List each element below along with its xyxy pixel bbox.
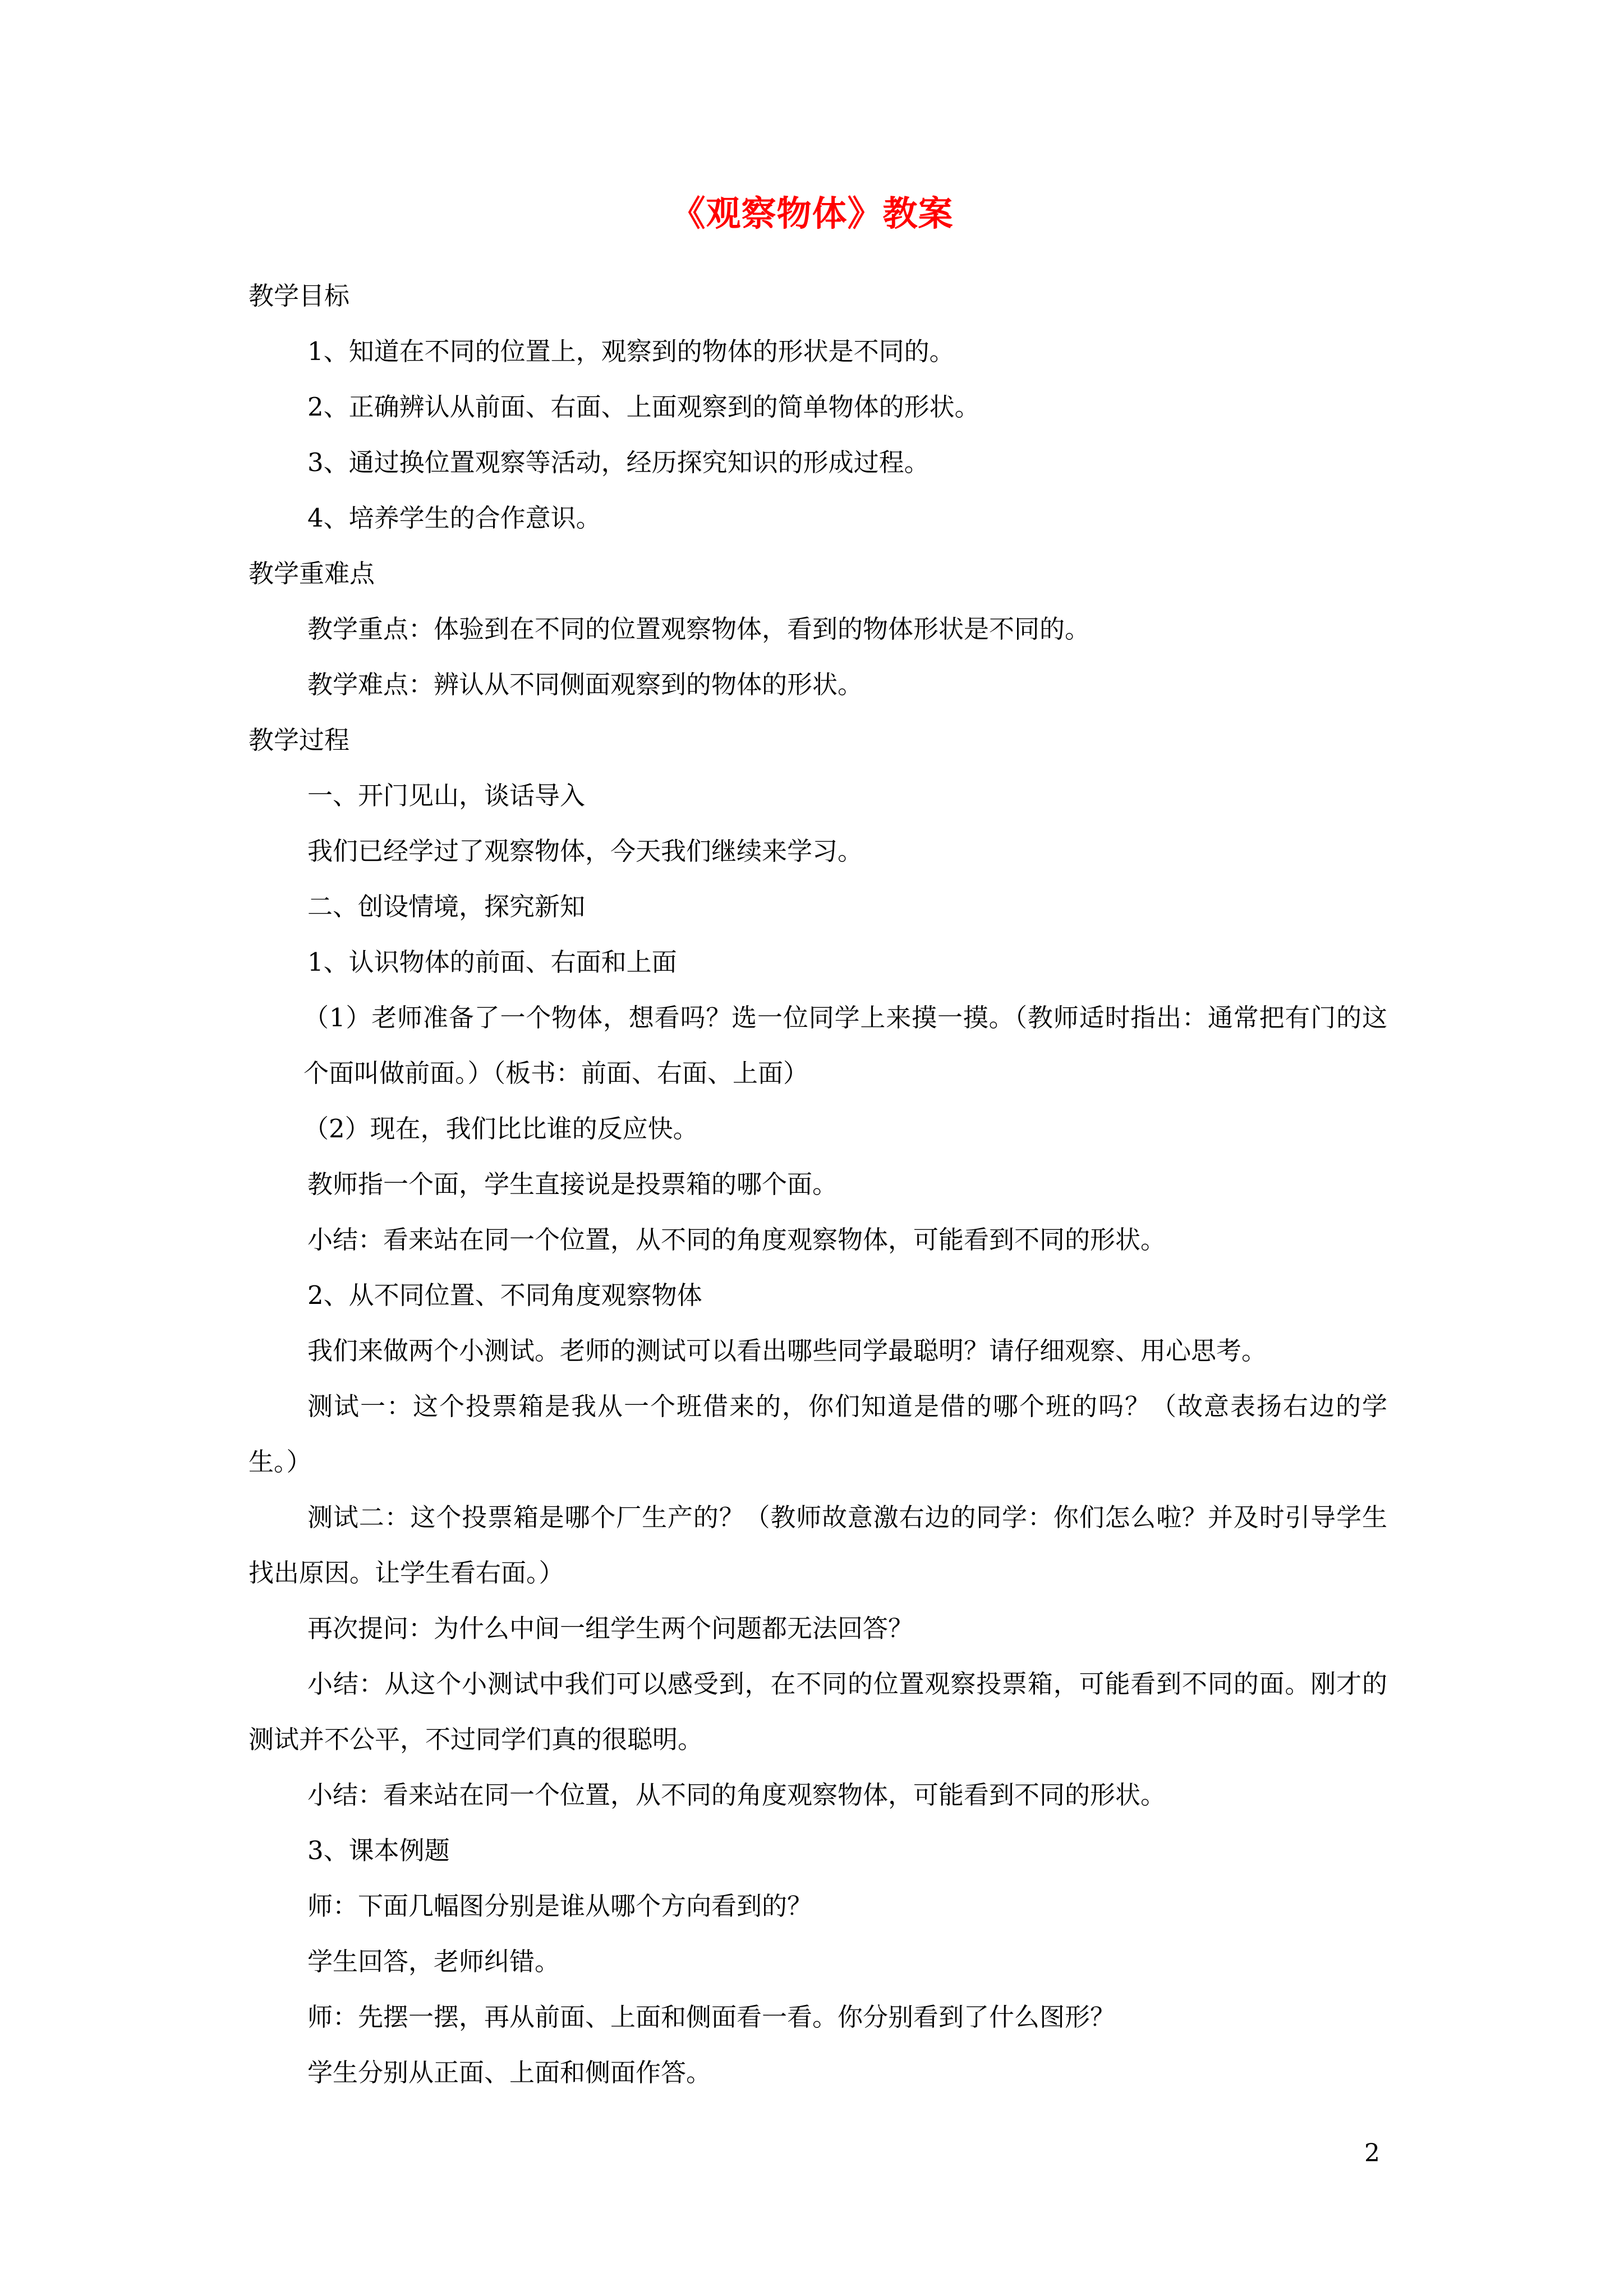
- process-paragraph: 测试二：这个投票箱是哪个厂生产的？（教师故意激右边的同学：你们怎么啦？并及时引导学生找出原因。让学生看右面。）: [249, 1502, 1387, 1588]
- process-paragraph: （2）现在，我们比比谁的反应快。: [303, 1114, 698, 1144]
- process-paragraph: 小结：看来站在同一个位置，从不同的角度观察物体，可能看到不同的形状。: [307, 1780, 1166, 1810]
- process-paragraph: 我们已经学过了观察物体，今天我们继续来学习。: [307, 836, 863, 866]
- key-point-item: 教学难点：辨认从不同侧面观察到的物体的形状。: [307, 670, 863, 699]
- process-paragraph: 小结：从这个小测试中我们可以感受到，在不同的位置观察投票箱，可能看到不同的面。刚才的测试并不公平，不过同学们真的很聪明。: [249, 1669, 1387, 1754]
- document-body: [249, 268, 1387, 2100]
- section-heading-process: 教学过程: [249, 725, 350, 755]
- process-paragraph: 1、认识物体的前面、右面和上面: [307, 947, 677, 977]
- process-paragraph: 二、创设情境，探究新知: [307, 892, 586, 921]
- process-paragraph: 再次提问：为什么中间一组学生两个问题都无法回答？: [307, 1613, 914, 1643]
- process-paragraph: 2、从不同位置、不同角度观察物体: [307, 1280, 702, 1310]
- process-paragraph: 学生回答，老师纠错。: [307, 1947, 560, 1976]
- process-paragraph: 测试一：这个投票箱是我从一个班借来的，你们知道是借的哪个班的吗？（故意表扬右边的学生。）: [249, 1391, 1387, 1477]
- process-paragraph: 学生分别从正面、上面和侧面作答。: [307, 2058, 712, 2087]
- key-point-item: 教学重点：体验到在不同的位置观察物体，看到的物体形状是不同的。: [307, 614, 1091, 644]
- process-paragraph: 一、开门见山，谈话导入: [307, 781, 586, 810]
- page-number: 2: [1364, 2139, 1380, 2168]
- process-paragraph: （1）老师准备了一个物体，想看吗？选一位同学上来摸一摸。（教师适时指出：通常把有门的这个面叫做前面。）（板书：前面、右面、上面）: [303, 1003, 1387, 1088]
- goal-item: 4、培养学生的合作意识。: [307, 503, 601, 533]
- document-title: 《观察物体》教案: [670, 193, 954, 234]
- goal-item: 1、知道在不同的位置上，观察到的物体的形状是不同的。: [307, 336, 955, 366]
- process-paragraph: 小结：看来站在同一个位置，从不同的角度观察物体，可能看到不同的形状。: [307, 1225, 1166, 1255]
- process-paragraph: 师：下面几幅图分别是谁从哪个方向看到的？: [307, 1891, 813, 1921]
- section-heading-key-points: 教学重难点: [249, 559, 375, 588]
- section-heading-goals: 教学目标: [249, 281, 350, 311]
- process-paragraph: 我们来做两个小测试。老师的测试可以看出哪些同学最聪明？请仔细观察、用心思考。: [307, 1336, 1267, 1366]
- process-paragraph: 师：先摆一摆，再从前面、上面和侧面看一看。你分别看到了什么图形？: [307, 2002, 1116, 2032]
- process-paragraph: 教师指一个面，学生直接说是投票箱的哪个面。: [307, 1169, 838, 1199]
- goal-item: 2、正确辨认从前面、右面、上面观察到的简单物体的形状。: [307, 392, 980, 422]
- process-paragraph: 3、课本例题: [307, 1836, 450, 1865]
- goal-item: 3、通过换位置观察等活动，经历探究知识的形成过程。: [307, 448, 930, 477]
